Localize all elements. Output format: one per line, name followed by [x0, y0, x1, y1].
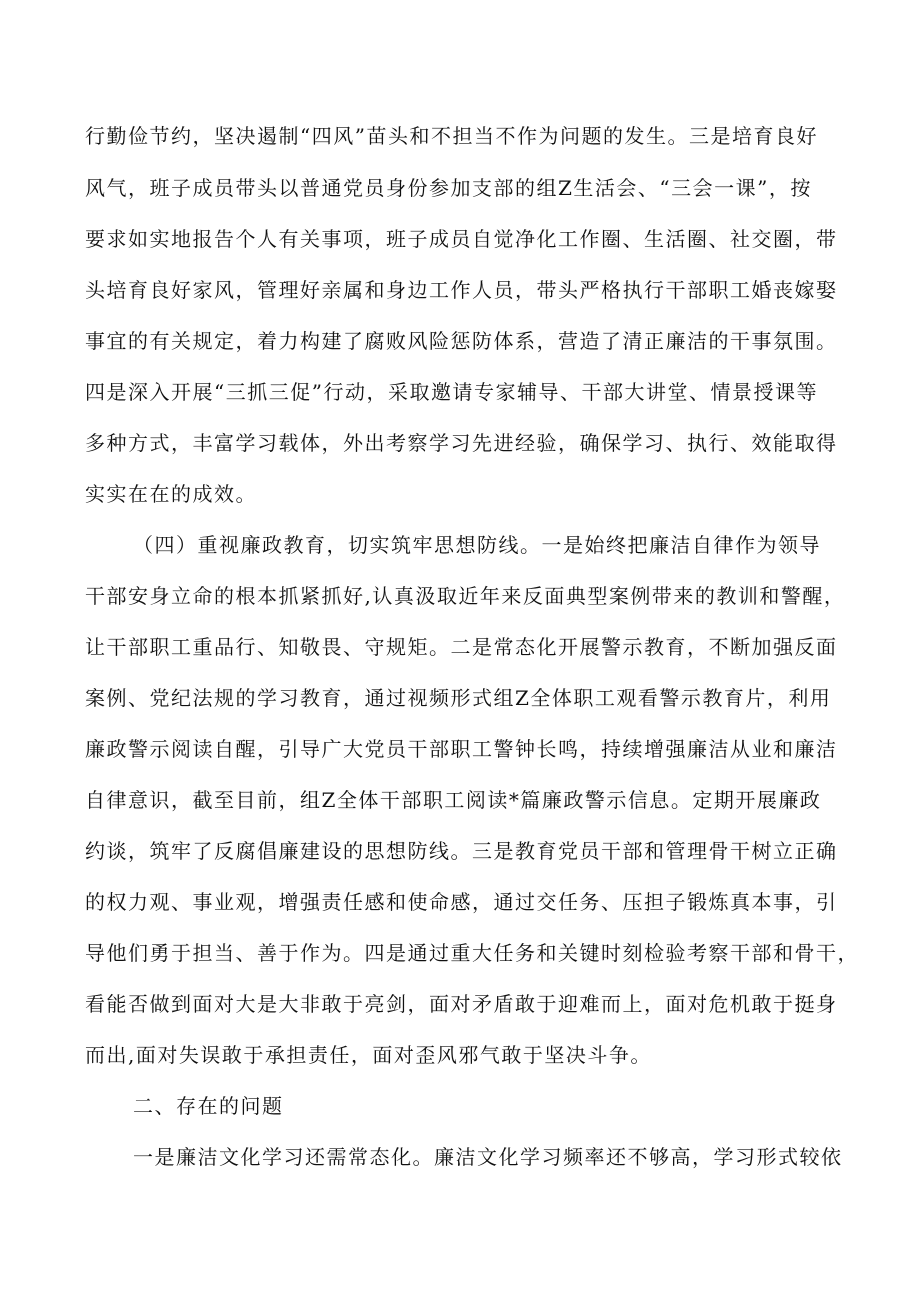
- paragraph-line: 自律意识，截至目前，组Z全体干部职工阅读*篇廉政警示信息。定期开展廉政: [85, 788, 822, 812]
- paragraph-line: 干部安身立命的根本抓紧抓好,认真汲取近年来反面典型案例带来的教训和警醒，: [85, 584, 846, 608]
- paragraph-line: 实实在在的成效。: [85, 482, 257, 506]
- paragraph-line: 风气，班子成员带头以普通党员身份参加支部的组Z生活会、“三会一课”，按: [85, 176, 812, 200]
- paragraph-line: 多种方式，丰富学习载体，外出考察学习先进经验，确保学习、执行、效能取得: [85, 431, 838, 455]
- section-heading-line: （四）重视廉政教育，切实筑牢思想防线。一是始终把廉洁自律作为领导: [133, 533, 821, 557]
- paragraph-line: 行勤俭节约，坚决遏制“四风”苗头和不担当不作为问题的发生。三是培育良好: [85, 124, 818, 148]
- paragraph-line: 而出,面对失误敢于承担责任，面对歪风邪气敢于坚决斗争。: [85, 1043, 652, 1067]
- paragraph-line: 四是深入开展“三抓三促”行动，采取邀请专家辅导、干部大讲堂、情景授课等: [85, 380, 818, 404]
- paragraph-line: 的权力观、事业观，增强责任感和使命感，通过交任务、压担子锻炼真本事，引: [85, 890, 838, 914]
- paragraph-line: 约谈，筑牢了反腐倡廉建设的思想防线。三是教育党员干部和管理骨干树立正确: [85, 839, 838, 863]
- paragraph-line: 廉政警示阅读自醒，引导广大党员干部职工警钟长鸣，持续增强廉洁从业和廉洁: [85, 737, 838, 761]
- paragraph-line: 头培育良好家风，管理好亲属和身边工作人员，带头严格执行干部职工婚丧嫁娶: [85, 278, 838, 302]
- section-title: 二、存在的问题: [133, 1094, 284, 1118]
- paragraph-line: 让干部职工重品行、知敬畏、守规矩。二是常态化开展警示教育，不断加强反面: [85, 635, 838, 659]
- paragraph-line: 案例、党纪法规的学习教育，通过视频形式组Z全体职工观看警示教育片，利用: [85, 686, 832, 710]
- paragraph-line: 看能否做到面对大是大非敢于亮剑，面对矛盾敢于迎难而上，面对危机敢于挺身: [85, 992, 838, 1016]
- paragraph-line: 要求如实地报告个人有关事项，班子成员自觉净化工作圈、生活圈、社交圈，带: [85, 227, 838, 251]
- paragraph-line: 一是廉洁文化学习还需常态化。廉洁文化学习频率还不够高，学习形式较依: [133, 1145, 843, 1169]
- paragraph-line: 导他们勇于担当、善于作为。四是通过重大任务和关键时刻检验考察干部和骨干，: [85, 941, 859, 965]
- paragraph-line: 事宜的有关规定，着力构建了腐败风险惩防体系，营造了清正廉洁的干事氛围。: [85, 329, 838, 353]
